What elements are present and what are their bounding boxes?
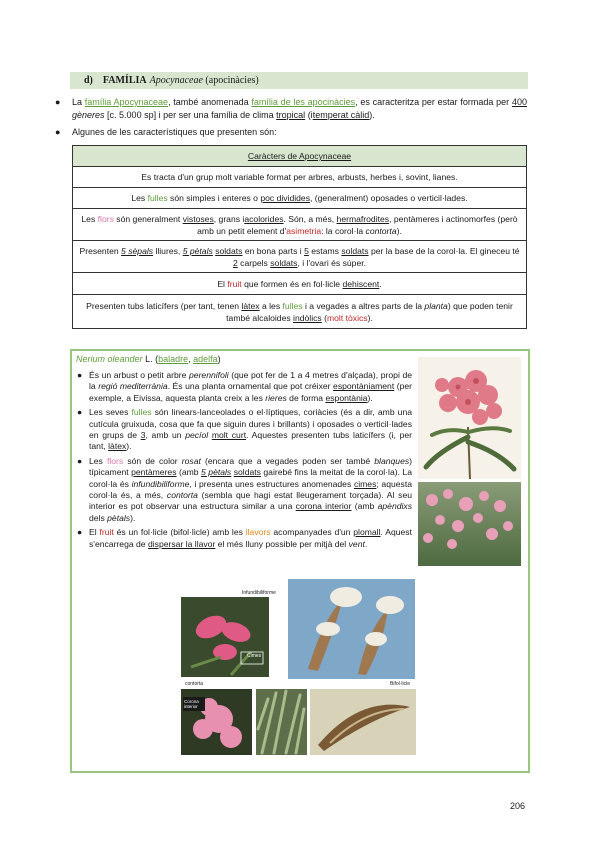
page-number: 206 [509,801,525,811]
photo-follicle [310,689,416,755]
oleander-shrub-photo [418,482,521,566]
list-item: ● Les flors són de color rosat (encara que a vegades poden ser també blanques) típicament pentàmeres (amb 5 pètals soldats gairebé fins la meitat de la corol·la). La corol·la és infundibiliforme, i presenta unes estructures anomenades cimes; aquesta corol·la és, a més, contorta (sembla que hagi estat lleugerament torçada). Al seu interior es pot observar una estructura similar a una corona interior (amb apèndixs dels pètals). [77,455,413,523]
list-item: ● És un arbust o petit arbre perennifoli (que pot fer de 1 a 4 metres d'alçada), propi de la regió mediterrània. És una planta ornamental que pot créixer espontàniament (per exemple, a Eivissa, aquesta planta creix a les rieres de forma espontània). [77,370,413,403]
photo-label-contorta: contorta [185,681,204,687]
section-family-latin: Apocynaceae [149,75,203,86]
photo-label-infundibiliform: Infundibiliforme [242,590,276,596]
section-heading [70,72,528,89]
traits-row: El fruit que formen és en fol·licle dehiscent. [73,273,527,295]
photo-label-cimes: Cimes [247,653,262,659]
photo-label-corona: Corona interior [184,699,199,709]
traits-header: Caràcters de Apocynaceae [73,146,527,167]
species-title: Nerium oleander L. (baladre, adelfa) [76,354,221,364]
traits-row: Les flors són generalment vistoses, grans iacolorides. Són, a més, hermafrodites, pentàmeres i actinomorfes (però amb un petit element d'asimetria: la corol·la contorta). [73,209,527,241]
list-item: ● El fruit és un fol·licle (bifol·licle) amb les llavors acompanyades d'un plomall. Aquest s'encarrega de dispersar la llavor el més lluny possible per mitjà del vent. [77,527,412,549]
traits-row: Les fulles són simples i enteres o poc dividides, (generalment) oposades o verticil·lades. [73,188,527,209]
intro-list-lead: ● Algunes de les característiques que presenten són: [55,127,277,137]
photo-label-bifollicle: Bifol·licle [390,681,411,687]
list-item: ● Les seves fulles són linears-lanceolades o el·líptiques, coriàcies (és a dir, amb una cutícula gruixuda, cosa que fa que siguin dures i brillants) i oposades o verticil·lades en grups de 3, amb un pecíol molt curt. Aquestes presenten tubs laticífers (i, per tant, làtex). [77,407,413,452]
intro-paragraph: ● La família Apocynaceae, també anomenada família de les apocinàcies, es caracteritza per estar formada per 400 gèneres [c. 5.000 sp] i per ser una família de clima tropical (itemperat càlid). [55,97,527,120]
traits-row: Presenten 5 sèpals lliures, 5 pètals soldats en bona parts i 5 estams soldats per la base de la corol·la. El gineceu té 2 carpels soldats, i l'ovari és súper. [73,241,527,273]
photo-flower-corona [181,689,252,755]
bullet-dot: ● [55,97,61,107]
section-family-word: FAMÍLIA [102,75,147,86]
photo-leaves [256,689,307,755]
traits-table [72,145,527,329]
photo-flower-infundibiliform [181,597,269,677]
traits-row: Es tracta d'un grup molt variable format per arbres, arbusts, herbes i, sovint, lianes. [73,167,527,188]
traits-row: Presenten tubs laticífers (per tant, tenen làtex a les fulles i a vegades a altres parts de la planta) que poden tenir també alcaloides indòlics (molt tòxics). [73,295,527,329]
species-points [76,370,412,553]
section-family-common: (apocinàcies) [205,75,259,86]
section-letter: d) [84,75,93,86]
oleander-illustration [418,357,521,479]
photo-seeds-plumes [288,579,415,679]
